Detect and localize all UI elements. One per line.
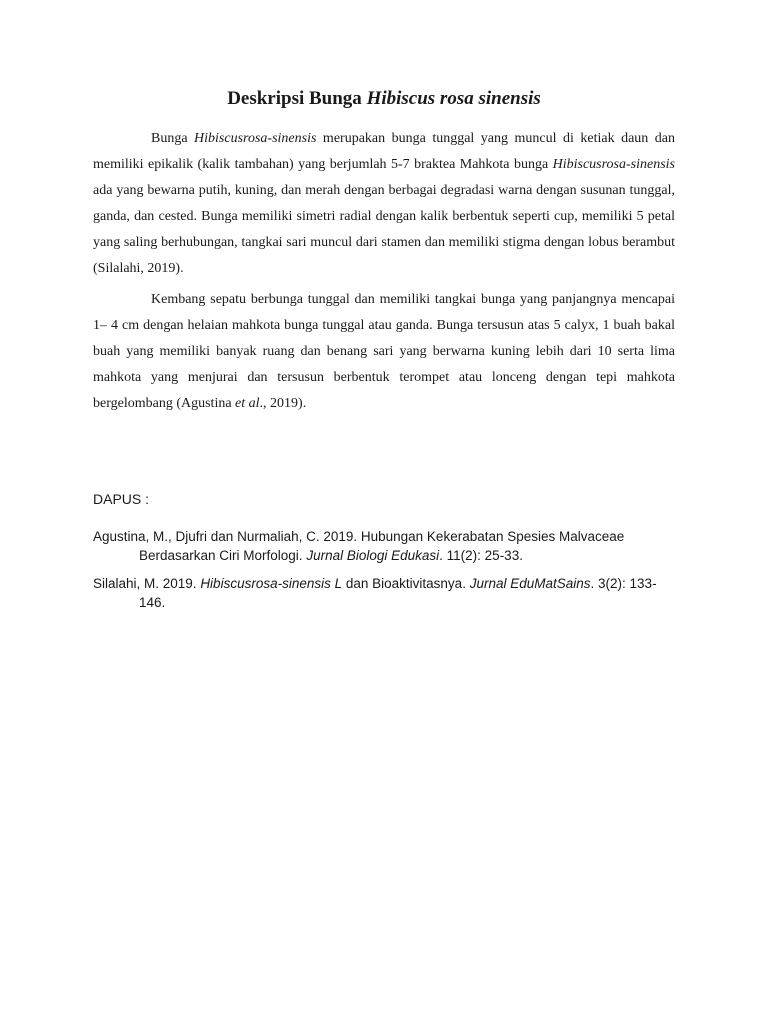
para1-species-1: Hibiscusrosa-sinensis [194, 131, 317, 146]
para2-et-al: et al [235, 396, 260, 411]
ref1-text-1: Agustina, M., Djufri dan Nurmaliah, C. 2019. Hubungan Kekerabatan Spesies Malvaceae Berdasarkan Ciri Morfologi. [93, 529, 625, 563]
title-plain: Deskripsi Bunga [227, 88, 367, 109]
para1-species-2: Hibiscusrosa-sinensis [552, 157, 675, 172]
ref2-journal: Jurnal EduMatSains [469, 576, 591, 591]
references-heading: DAPUS : [93, 491, 150, 507]
ref1-text-2: . 11(2): 25-33. [439, 548, 523, 563]
ref2-text-3: . 3(2): 133-146. [139, 576, 657, 610]
ref1-journal: Jurnal Biologi Edukasi [306, 548, 440, 563]
para2-text-1: Kembang sepatu berbunga tunggal dan memiliki tangkai bunga yang panjangnya mencapai 1– 4 cm dengan helaian mahkota bunga tunggal atau ganda. Bunga tersusun atas 5 calyx, 1 buah bakal buah yang memiliki banyak ruang dan benang sari yang berwarna kuning lebih dari 10 serta lima mahkota yang menjurai dan tersusun berbentuk terompet atau lonceng dengan tepi mahkota bergelombang (Agustina [93, 292, 675, 411]
paragraph-description-1 [93, 126, 675, 282]
document-title [0, 88, 768, 110]
paragraph-description-2 [93, 287, 675, 417]
para1-text-3: ada yang bewarna putih, kuning, dan merah dengan berbagai degradasi warna dengan susunan tunggal, ganda, dan cested. Bunga memiliki simetri radial dengan kalik berbentuk seperti cup, memiliki 5 petal yang saling berhubungan, tangkai sari muncul dari stamen dan memiliki stigma dengan lobus berambut (Silalahi, 2019). [93, 183, 675, 276]
reference-item [93, 527, 675, 565]
para2-text-2: ., 2019). [259, 396, 307, 411]
para1-text-1: Bunga [151, 131, 195, 146]
reference-item [93, 574, 675, 612]
ref2-species: Hibiscusrosa-sinensis L [200, 576, 343, 591]
ref2-text-1: Silalahi, M. 2019. [93, 576, 201, 591]
para1-text-2: merupakan bunga tunggal yang muncul di ketiak daun dan memiliki epikalik (kalik tambahan) yang berjumlah 5-7 braktea Mahkota bunga [93, 131, 675, 172]
ref2-text-2: dan Bioaktivitasnya. [342, 576, 470, 591]
title-species-name: Hibiscus rosa sinensis [366, 88, 541, 109]
